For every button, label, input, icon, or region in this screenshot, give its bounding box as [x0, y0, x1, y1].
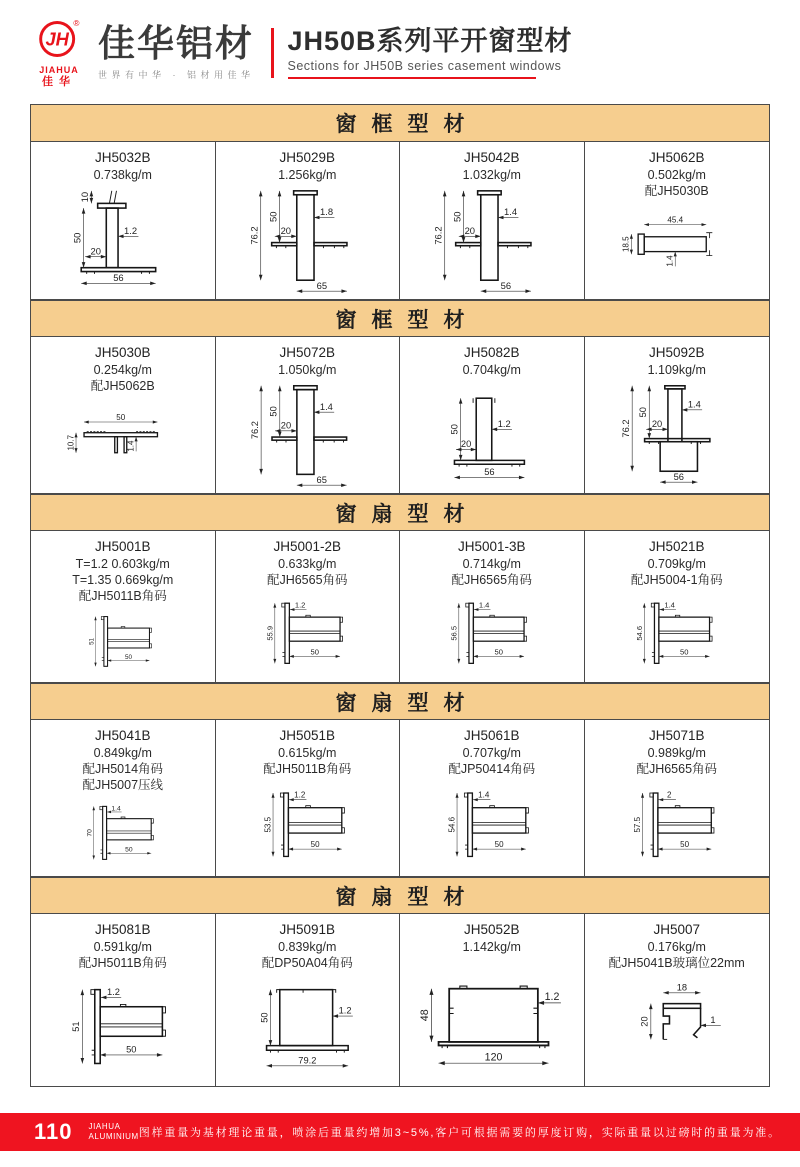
profile-drawing	[403, 588, 581, 680]
profile-spec: 配JH5030B	[644, 183, 709, 198]
profile-spec: 0.633kg/m	[278, 556, 337, 571]
profile-spec: 配JH5062B	[90, 378, 155, 393]
profile-spec: 配JP50414角码	[448, 761, 536, 776]
svg-text:1.4: 1.4	[663, 600, 675, 610]
svg-text:50: 50	[125, 846, 133, 854]
svg-text:79.2: 79.2	[297, 1055, 316, 1066]
svg-text:55.9: 55.9	[264, 625, 274, 641]
svg-text:1.2: 1.2	[106, 986, 120, 997]
profile-code: JH5030B	[94, 345, 151, 360]
svg-text:1.4: 1.4	[478, 790, 490, 800]
profile-spec: 0.704kg/m	[462, 362, 521, 377]
profile-drawing	[403, 955, 581, 1084]
profile-code: JH5001-2B	[273, 539, 342, 554]
profile-row	[31, 531, 769, 683]
section-header	[31, 494, 769, 531]
profile-cell	[216, 142, 401, 299]
svg-text:76.2: 76.2	[432, 225, 444, 245]
svg-text:57.5: 57.5	[632, 816, 642, 833]
profile-cell	[31, 531, 216, 682]
profile-spec: 0.254kg/m	[93, 362, 152, 377]
profile-table	[30, 104, 770, 1087]
profile-code: JH5001-3B	[457, 539, 526, 554]
svg-text:10: 10	[79, 191, 91, 202]
profile-drawing	[588, 199, 767, 297]
title-block	[288, 27, 573, 80]
profile-spec: 0.707kg/m	[462, 745, 521, 760]
svg-text:50: 50	[258, 1011, 269, 1023]
footer-brand-line2: ALUMINIUM	[88, 1132, 139, 1141]
profile-spec: 0.176kg/m	[647, 939, 706, 954]
svg-text:18.5: 18.5	[621, 235, 631, 252]
profile-drawing	[219, 378, 397, 491]
svg-text:1.4: 1.4	[126, 440, 136, 452]
svg-text:65: 65	[316, 474, 327, 485]
profile-drawing	[34, 394, 212, 491]
svg-text:50: 50	[309, 647, 319, 657]
profile-cell	[585, 337, 770, 493]
svg-text:45.4: 45.4	[666, 215, 683, 225]
svg-text:56: 56	[500, 279, 512, 291]
section-title: 窗扇型材	[335, 885, 480, 909]
profile-drawing	[403, 183, 581, 297]
jiahua-logo-icon	[37, 17, 81, 61]
profile-code: JH5007	[653, 922, 701, 937]
profile-cell	[31, 142, 216, 299]
svg-text:76.2: 76.2	[620, 418, 631, 438]
title-underline	[288, 77, 536, 79]
profile-cell	[31, 720, 216, 876]
svg-text:48: 48	[418, 1008, 431, 1021]
profile-cell	[585, 142, 770, 299]
profile-code: JH5082B	[463, 345, 520, 360]
profile-spec: 配JH6565角码	[636, 761, 718, 776]
profile-cell	[585, 720, 770, 876]
profile-code: JH5061B	[463, 728, 520, 743]
profile-drawing	[34, 183, 212, 297]
svg-text:1.2: 1.2	[544, 990, 560, 1003]
profile-code: JH5052B	[463, 922, 520, 937]
profile-spec: 配JH5011B角码	[78, 955, 167, 970]
profile-drawing	[219, 777, 397, 874]
svg-text:50: 50	[679, 839, 689, 849]
profile-row	[31, 337, 769, 494]
profile-cell	[585, 531, 770, 682]
registered-mark: ®	[73, 19, 80, 29]
svg-text:50: 50	[679, 647, 688, 657]
profile-code: JH5072B	[279, 345, 336, 360]
footer-note: 图样重量为基材理论重量，喷涂后重量约增加3~5%,客户可根据需要的厚度订购，实际重量以过磅时的重量为准。	[138, 1127, 781, 1139]
section-header	[31, 877, 769, 914]
svg-text:56.5: 56.5	[449, 625, 459, 641]
svg-text:54.6: 54.6	[634, 625, 644, 641]
header-divider	[271, 28, 274, 78]
profile-code: JH5001B	[94, 539, 151, 554]
footer-brand-line1: JIAHUA	[88, 1122, 121, 1131]
profile-cell	[216, 337, 401, 493]
profile-spec: 配DP50A04角码	[261, 955, 353, 970]
profile-drawing	[588, 378, 767, 491]
page-footer	[0, 1113, 800, 1151]
svg-text:20: 20	[651, 418, 662, 429]
svg-text:50: 50	[310, 839, 320, 849]
profile-spec: 0.709kg/m	[647, 556, 706, 571]
logo-text-en: JIAHUA	[39, 64, 79, 75]
profile-cell	[400, 531, 585, 682]
profile-spec: 1.256kg/m	[278, 167, 337, 182]
profile-row	[31, 914, 769, 1086]
company-name: 佳华铝材	[98, 23, 254, 65]
profile-drawing	[219, 971, 397, 1084]
profile-spec: 配JH5007压线	[82, 777, 164, 792]
svg-text:20: 20	[280, 224, 291, 236]
profile-spec: 0.502kg/m	[647, 167, 706, 182]
profile-spec: 0.591kg/m	[93, 939, 152, 954]
svg-text:50: 50	[451, 211, 463, 222]
profile-code: JH5081B	[94, 922, 151, 937]
svg-text:1.4: 1.4	[504, 205, 518, 217]
profile-drawing	[588, 777, 767, 874]
profile-code: JH5051B	[279, 728, 336, 743]
svg-text:1.2: 1.2	[497, 418, 511, 429]
profile-drawing	[588, 588, 767, 680]
svg-text:1.2: 1.2	[124, 224, 138, 236]
profile-spec: 配JH5011B角码	[263, 761, 352, 776]
profile-code: JH5042B	[463, 150, 520, 165]
section-title: 窗框型材	[335, 308, 480, 332]
section-header	[31, 300, 769, 337]
profile-cell	[31, 337, 216, 493]
brand-block	[98, 25, 255, 81]
section-header	[31, 683, 769, 720]
svg-text:50: 50	[268, 405, 279, 417]
profile-drawing	[219, 183, 397, 297]
profile-code: JH5032B	[94, 150, 151, 165]
profile-cell	[216, 914, 401, 1086]
profile-spec: 配JH5004-1角码	[630, 572, 723, 587]
profile-cell	[400, 720, 585, 876]
profile-row	[31, 720, 769, 877]
page-title: JH50B系列平开窗型材	[287, 25, 573, 56]
section-header	[31, 105, 769, 142]
svg-text:18: 18	[676, 981, 687, 992]
logo-text-cn: 佳华	[42, 75, 76, 88]
profile-spec: T=1.2 0.603kg/m	[75, 556, 170, 571]
profile-drawing	[588, 971, 767, 1084]
svg-text:1.2: 1.2	[294, 600, 305, 610]
profile-cell	[216, 720, 401, 876]
profile-spec: 0.839kg/m	[278, 939, 337, 954]
svg-text:51: 51	[71, 1020, 82, 1032]
profile-spec: 配JH6565角码	[266, 572, 348, 587]
svg-text:50: 50	[494, 839, 504, 849]
profile-row	[31, 142, 769, 300]
footer-brand	[89, 1122, 139, 1142]
profile-spec: 0.714kg/m	[462, 556, 521, 571]
profile-spec: 1.050kg/m	[278, 362, 337, 377]
profile-code: JH5071B	[648, 728, 705, 743]
svg-text:1.8: 1.8	[319, 205, 333, 217]
svg-text:50: 50	[266, 211, 278, 222]
svg-text:20: 20	[460, 438, 472, 449]
svg-text:1.4: 1.4	[319, 401, 333, 412]
svg-text:120: 120	[484, 1051, 503, 1064]
profile-spec: 0.849kg/m	[93, 745, 152, 760]
svg-text:1.4: 1.4	[687, 399, 701, 410]
svg-text:20: 20	[280, 420, 291, 431]
svg-text:2: 2	[666, 790, 671, 800]
profile-code: JH5062B	[648, 150, 705, 165]
svg-text:50: 50	[449, 423, 460, 435]
profile-spec: 0.738kg/m	[93, 167, 152, 182]
svg-text:20: 20	[464, 224, 476, 236]
svg-text:1: 1	[709, 1014, 716, 1025]
profile-spec: 0.615kg/m	[278, 745, 337, 760]
svg-text:70: 70	[86, 828, 94, 837]
profile-spec: 0.989kg/m	[647, 745, 706, 760]
svg-text:54.6: 54.6	[447, 816, 457, 833]
svg-text:56: 56	[113, 271, 124, 283]
profile-drawing	[34, 971, 212, 1084]
svg-text:1.4: 1.4	[665, 254, 675, 267]
section-title: 窗扇型材	[335, 691, 480, 715]
section-title: 窗框型材	[335, 113, 480, 136]
profile-cell	[400, 914, 585, 1086]
page-number: 110	[34, 1119, 73, 1144]
profile-spec: 1.142kg/m	[462, 939, 521, 954]
profile-code: JH5041B	[94, 728, 151, 743]
svg-text:20: 20	[639, 1015, 650, 1027]
profile-code: JH5021B	[648, 539, 705, 554]
profile-drawing	[219, 588, 397, 680]
svg-text:50: 50	[125, 653, 133, 661]
svg-text:20: 20	[90, 244, 101, 256]
brand-tagline: 世界有中华 · 铝材用佳华	[98, 69, 255, 80]
profile-drawing	[34, 604, 212, 680]
svg-text:1.4: 1.4	[478, 600, 490, 610]
svg-text:51: 51	[88, 637, 96, 645]
profile-spec: 1.032kg/m	[462, 167, 521, 182]
profile-spec: 配JH5011B角码	[78, 588, 167, 603]
svg-text:65: 65	[316, 279, 327, 291]
profile-code: JH5091B	[279, 922, 336, 937]
svg-text:50: 50	[126, 1044, 137, 1055]
profile-cell	[400, 142, 585, 299]
svg-text:76.2: 76.2	[248, 225, 260, 245]
svg-text:50: 50	[71, 232, 83, 243]
svg-text:1.4: 1.4	[111, 804, 121, 812]
svg-text:56: 56	[673, 471, 684, 482]
svg-text:50: 50	[116, 412, 126, 422]
svg-text:53.5: 53.5	[262, 816, 272, 833]
profile-cell	[400, 337, 585, 493]
profile-drawing	[403, 378, 581, 491]
profile-spec: T=1.35 0.669kg/m	[72, 572, 174, 587]
profile-code: JH5092B	[648, 345, 705, 360]
page-subtitle: Sections for JH50B series casement windows	[287, 59, 562, 74]
profile-spec: 配JH5041B玻璃位22mm	[608, 955, 745, 970]
profile-drawing	[34, 793, 212, 874]
svg-text:56: 56	[484, 466, 495, 477]
svg-text:76.2: 76.2	[249, 420, 260, 439]
svg-text:10.7: 10.7	[66, 434, 76, 451]
profile-cell	[216, 531, 401, 682]
profile-spec: 配JH6565角码	[451, 572, 533, 587]
svg-text:1.2: 1.2	[293, 790, 305, 800]
svg-text:JH: JH	[45, 28, 69, 50]
profile-cell	[585, 914, 770, 1086]
page-header	[28, 18, 772, 88]
profile-code: JH5029B	[279, 150, 336, 165]
profile-drawing	[403, 777, 581, 874]
profile-spec: 配JH5014角码	[82, 761, 164, 776]
svg-text:1.2: 1.2	[338, 1005, 352, 1016]
brand-logo	[28, 17, 90, 89]
profile-cell	[31, 914, 216, 1086]
svg-text:50: 50	[494, 647, 503, 657]
profile-spec: 1.109kg/m	[647, 362, 706, 377]
section-title: 窗扇型材	[335, 502, 480, 526]
svg-text:50: 50	[637, 406, 648, 417]
